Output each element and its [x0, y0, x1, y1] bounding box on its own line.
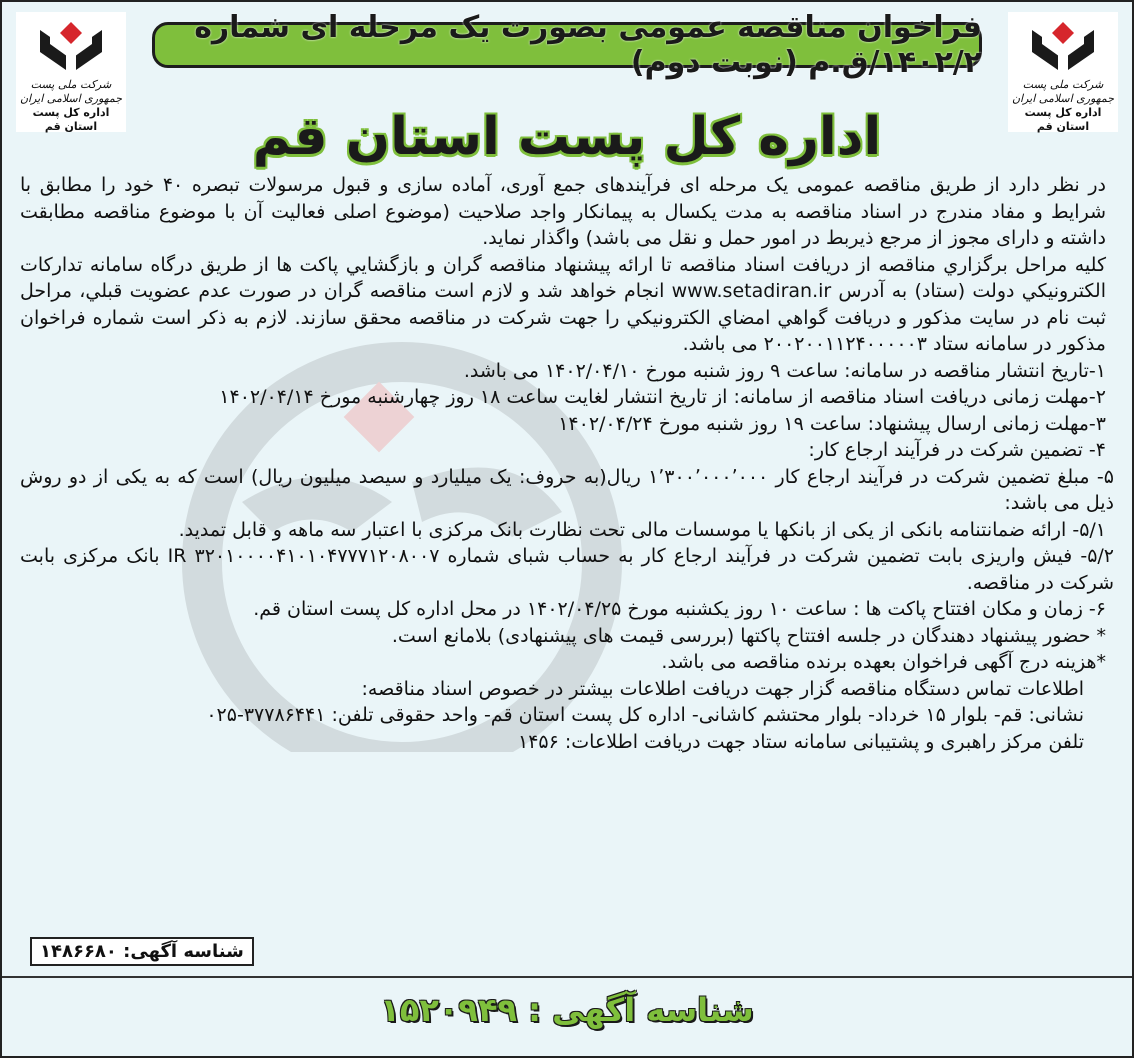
contact-title: اطلاعات تماس دستگاه مناقصه گزار جهت دریافت اطلاعات بیشتر در خصوص اسناد مناقصه:: [361, 677, 1084, 700]
logo-company-name: شرکت ملی پست جمهوری اسلامی ایران: [1011, 78, 1115, 105]
logo-org-name: اداره کل پست استان قم: [32, 106, 110, 133]
footer-ad-id: شناسه آگهی : ۱۵۲۰۹۴۹: [380, 991, 754, 1029]
contact-address: نشانی: قم- بلوار ۱۵ خرداد- بلوار محتشم کاشانی- اداره کل پست استان قم- واحد حقوقی تلفن: ۳۷۷۸۶۴۴۱-۰۲۵: [206, 704, 1084, 726]
note-attendance: * حضور پیشنهاد دهندگان در جلسه افتتاح پاکتها (بررسی قیمت های پیشنهادی) بلامانع است.: [391, 624, 1106, 647]
notice-banner: [152, 10, 982, 80]
paragraph-intro: در نظر دارد از طریق مناقصه عمومی یک مرحله ای فرآیندهای جمع آوری، آماده سازی و قبول مرسولات تبصره ۴۰ خود را مطابق با شرایط و مفاد مندرج در اسناد مناقصه به مدت یکسال به پیمانکار واجد صلاحیت (موضوع اصلی فعالیت آن با موضوع مناقصه مطابقت داشته و دارای مجوز از مرجع ذیربط در امور حمل و نقل می باشد) واگذار نماید.: [20, 174, 1106, 249]
banner-title: فراخوان مناقصه عمومی بصورت یک مرحله ای شماره ۱۴۰۲/۲/ق.م (نوبت دوم): [194, 10, 982, 80]
item-opening: ۶- زمان و مکان افتتاح پاکت ها : ساعت ۱۰ روز یکشنبه مورخ ۱۴۰۲/۰۴/۲۵ در محل اداره کل پست استان قم.: [253, 598, 1106, 620]
item-guarantee-amount: ۵- مبلغ تضمین شرکت در فرآیند ارجاع کار ۱٬۳۰۰٬۰۰۰٬۰۰۰ ریال(به حروف: یک میلیارد و سیصد میلیون ریال) است که به یکی از دو روش ذیل می باشد:: [20, 465, 1114, 514]
item-guarantee: ۴- تضمین شرکت در فرآیند ارجاع کار:: [808, 439, 1106, 461]
item-deposit-slip: ۵/۲- فیش واریزی بابت تضمین شرکت در فرآیند ارجاع کار به حساب شبای شماره IR ۳۲۰۱۰۰۰۰۴۱۰۱۰۴۷۷۷۱۲۰۸۰۰۷ بانک مرکزی بابت شرکت در مناقصه.: [20, 545, 1114, 594]
page-title: اداره کل پست استان قم: [252, 107, 882, 167]
item-publish-date: ۱-تاریخ انتشار مناقصه در سامانه: ساعت ۹ روز شنبه مورخ ۱۴۰۲/۰۴/۱۰ می باشد.: [463, 359, 1106, 382]
footer: [2, 976, 1132, 1042]
item-submit-deadline: ۳-مهلت زمانی ارسال پیشنهاد: ساعت ۱۹ روز شنبه مورخ ۱۴۰۲/۰۴/۲۴: [558, 412, 1106, 435]
notice-body: [20, 172, 1114, 755]
post-emblem-icon: [36, 18, 106, 78]
logo-company-name: شرکت ملی پست جمهوری اسلامی ایران: [19, 78, 123, 105]
item-bank-guarantee: ۵/۱- ارائه ضمانتنامه بانکی از یکی از بانکها یا موسسات مالی تحت نظارت بانک مرکزی با اعتبار سه ماهه و قابل تمدید.: [178, 518, 1106, 541]
paragraph-procedure: کلیه مراحل برگزاري مناقصه از دریافت اسناد مناقصه تا ارائه پیشنهاد مناقصه گران و بازگشايي پاکت ها از طریق درگاه سامانه تدارکات الکترونیکي دولت (ستاد) به آدرس www.setadiran.ir انجام خواهد شد و لازم است مناقصه گران در صورت عدم عضویت قبلي، مراحل ثبت نام در سایت مذکور و دریافت گواهي امضاي الکترونیکي را جهت شرکت در مناقصه محقق سازند. لازم به ذکر است شماره فراخوان مذکور در سامانه ستاد ۲۰۰۲۰۰۱۱۲۴۰۰۰۰۰۳ می باشد.: [20, 253, 1106, 355]
item-document-deadline: ۲-مهلت زمانی دریافت اسناد مناقصه از سامانه: از تاریخ انتشار لغایت ساعت ۱۸ روز چهارشنبه مورخ ۱۴۰۲/۰۴/۱۴: [219, 386, 1106, 408]
note-ad-cost: *هزینه درج آگهی فراخوان بعهده برنده مناقصه می باشد.: [661, 651, 1106, 673]
ad-id-box: شناسه آگهی: ۱۴۸۶۶۸۰: [30, 937, 254, 966]
logo-org-name: اداره کل پست استان قم: [1024, 106, 1102, 133]
contact-support: تلفن مرکز راهبری و پشتیبانی سامانه ستاد جهت دریافت اطلاعات: ۱۴۵۶: [518, 730, 1084, 753]
post-emblem-icon: [1028, 18, 1098, 78]
